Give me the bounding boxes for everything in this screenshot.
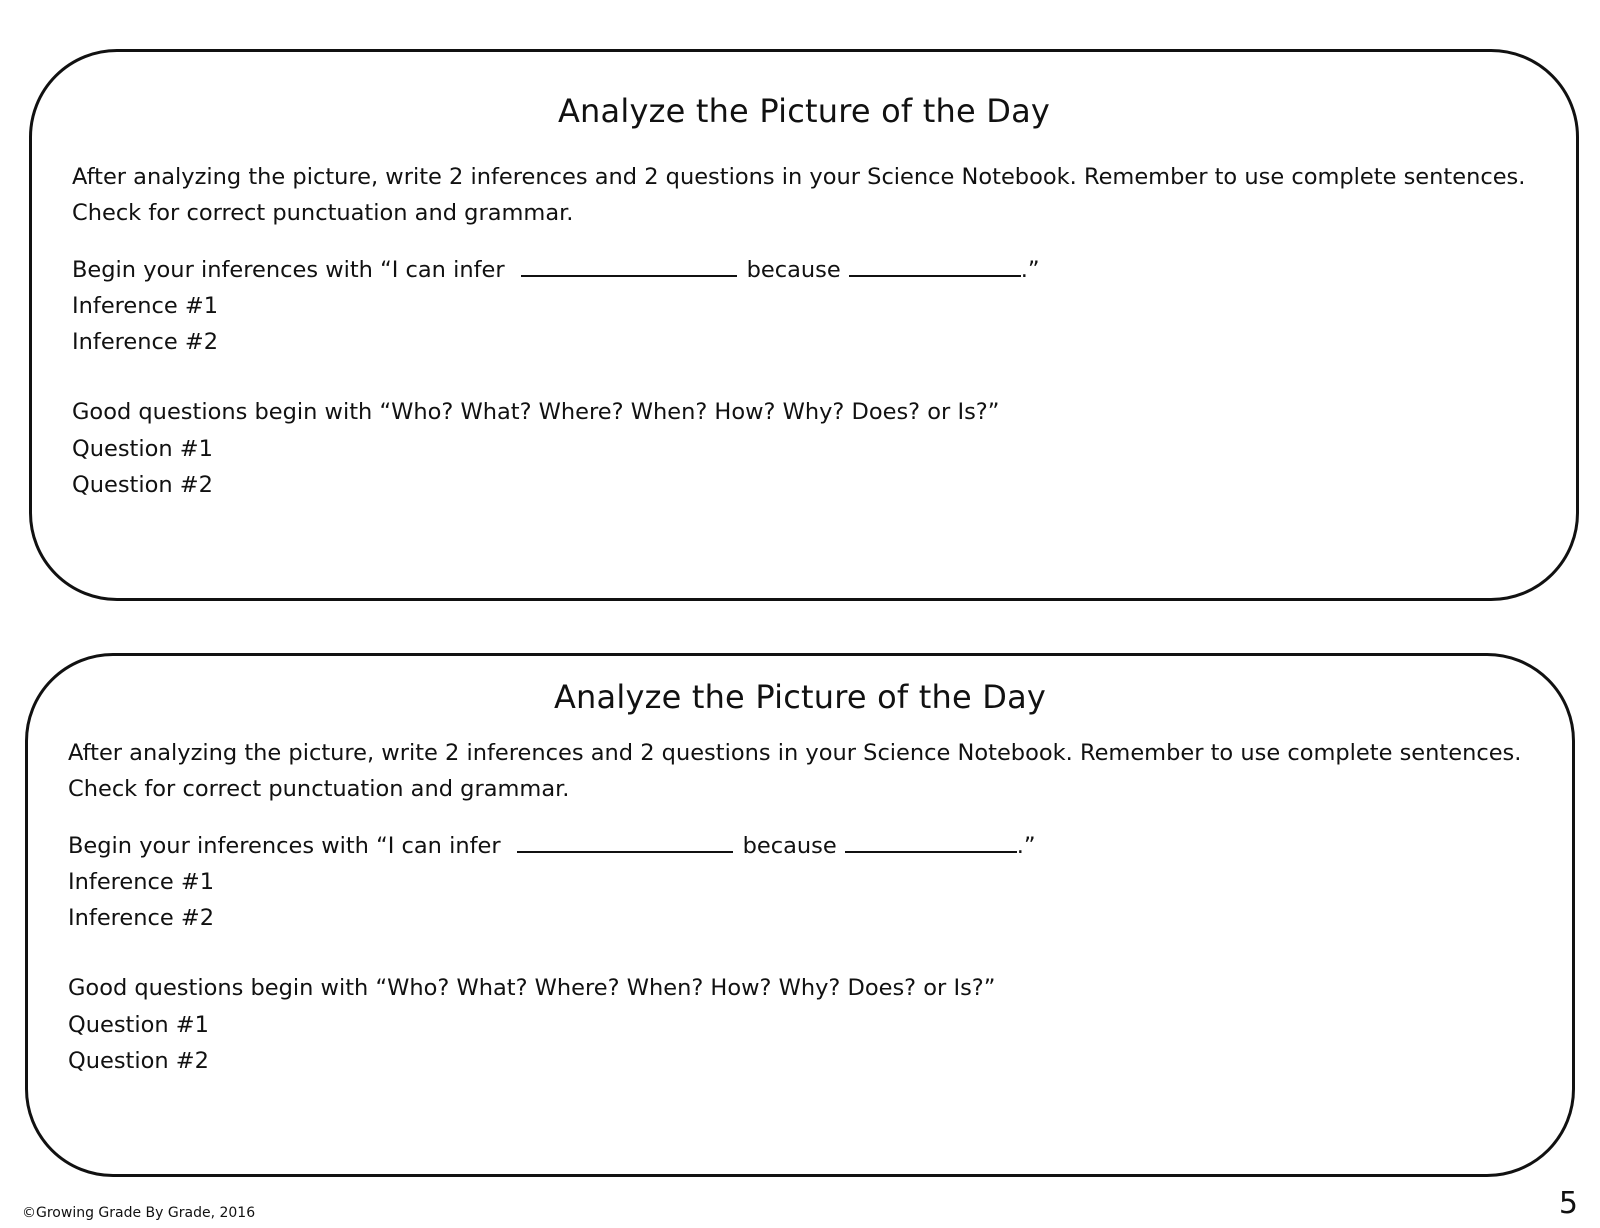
question-prompt: Good questions begin with “Who? What? Where? When? How? Why? Does? or Is?” <box>72 399 1000 425</box>
question-2-label: Question #2 <box>68 1048 209 1074</box>
inference-prompt <box>68 831 1036 861</box>
page-number: 5 <box>1558 1186 1578 1221</box>
question-2-label: Question #2 <box>72 472 213 498</box>
worksheet-card-2 <box>25 653 1575 1177</box>
inference-prompt-start: Begin your inferences with “I can infer <box>68 833 501 859</box>
inference-prompt <box>72 255 1040 285</box>
footer-copyright: ©Growing Grade By Grade, 2016 <box>22 1205 256 1221</box>
inference-prompt-middle: because <box>746 257 841 283</box>
inference-prompt-end: .” <box>1016 833 1036 859</box>
inference-prompt-start: Begin your inferences with “I can infer <box>72 257 505 283</box>
inference-1-label: Inference #1 <box>72 293 219 319</box>
inference-2-label: Inference #2 <box>68 905 215 931</box>
inference-prompt-middle: because <box>742 833 837 859</box>
reason-blank <box>849 255 1021 277</box>
question-1-label: Question #1 <box>68 1012 209 1038</box>
card-title: Analyze the Picture of the Day <box>553 678 1047 716</box>
inference-prompt-end: .” <box>1020 257 1040 283</box>
inference-blank <box>517 831 733 853</box>
instructions-line-1: After analyzing the picture, write 2 inferences and 2 questions in your Science Notebook. Remember to use complete sentences. <box>68 740 1522 766</box>
question-1-label: Question #1 <box>72 436 213 462</box>
instructions-line-2: Check for correct punctuation and grammar. <box>68 776 570 802</box>
inference-blank <box>521 255 737 277</box>
instructions-line-1: After analyzing the picture, write 2 inferences and 2 questions in your Science Notebook. Remember to use complete sentences. <box>72 164 1526 190</box>
card-title: Analyze the Picture of the Day <box>557 92 1051 130</box>
inference-1-label: Inference #1 <box>68 869 215 895</box>
reason-blank <box>845 831 1017 853</box>
question-prompt: Good questions begin with “Who? What? Where? When? How? Why? Does? or Is?” <box>68 975 996 1001</box>
inference-2-label: Inference #2 <box>72 329 219 355</box>
worksheet-card-1 <box>29 49 1579 601</box>
instructions-line-2: Check for correct punctuation and grammar. <box>72 200 574 226</box>
